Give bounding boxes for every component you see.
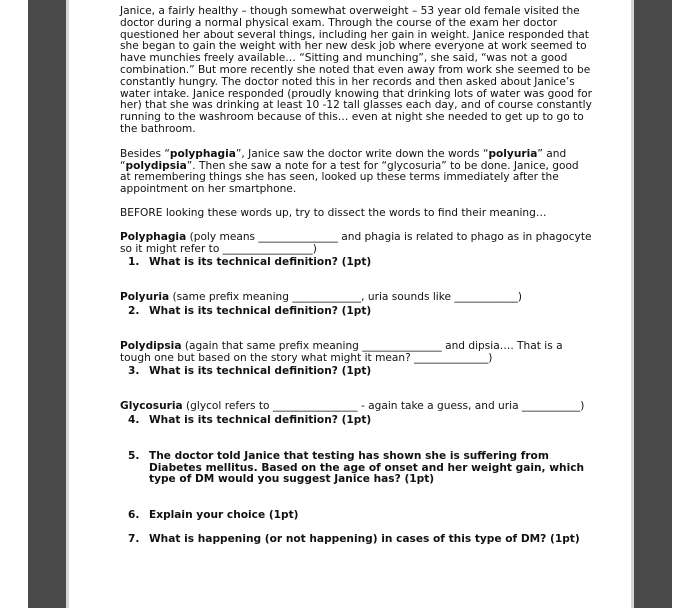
question-6-text: Explain your choice (1pt) — [149, 509, 299, 522]
polyuria-term: Polyuria — [120, 291, 170, 304]
question-4-number: 4. — [128, 413, 140, 426]
besides-text-2: ”, Janice saw the doctor write down the words “ — [235, 147, 489, 160]
document-page — [120, 6, 592, 546]
question-2-text: What is its technical definition? (1pt) — [149, 304, 372, 317]
glycosuria-text: (glycol refers to ________________ - again take a guess, and uria ___________) — [182, 400, 585, 413]
question-1-text: What is its technical definition? (1pt) — [149, 256, 372, 269]
glycosuria-term: Glycosuria — [120, 400, 183, 413]
question-2-number: 2. — [128, 304, 140, 317]
polyuria-prompt — [120, 292, 592, 304]
question-3-text: What is its technical definition? (1pt) — [149, 365, 372, 378]
question-1-number: 1. — [128, 256, 140, 269]
question-1 — [128, 257, 592, 269]
before-paragraph: BEFORE looking these words up, try to dissect the words to find their meaning… — [120, 206, 547, 219]
question-7-number: 7. — [128, 532, 140, 545]
glycosuria-prompt — [120, 401, 592, 413]
polydipsia-bold: polydipsia — [125, 159, 187, 172]
polyphagia-text: (poly means _______________ and phagia is related to phago as in phagocyte so it might refer to _________________) — [120, 230, 592, 255]
polyuria-bold: polyuria — [488, 147, 538, 160]
question-5 — [128, 451, 592, 486]
question-5-text: The doctor told Janice that testing has shown she is suffering from Diabetes mellitus. Based on the age of onset and her weight gain, which type of DM would you suggest Janice has? (1pt) — [149, 449, 585, 486]
polyphagia-term: Polyphagia — [120, 230, 187, 243]
left-margin-bar — [28, 0, 66, 608]
question-4-text: What is its technical definition? (1pt) — [149, 413, 372, 426]
polyuria-text: (same prefix meaning _____________, uria sounds like ____________) — [169, 291, 523, 304]
question-3-number: 3. — [128, 365, 140, 378]
question-4 — [128, 415, 592, 427]
right-margin-bar — [634, 0, 672, 608]
question-7 — [128, 534, 592, 546]
polyphagia-prompt — [120, 232, 592, 256]
question-5-number: 5. — [128, 449, 140, 462]
question-2 — [128, 306, 592, 318]
intro-paragraph: Janice, a fairly healthy – though somewhat overweight – 53 year old female visited the doctor during a normal physical exam. Through the course of the exam her doctor questioned her about several things, including her gain in weight. Janice responded that she began to gain the weight with her new desk job where everyone at work seemed to have munchies freely available… “Sitting and munching”, she said, “was not a good combination.” But more recently she noted that even away from work she seemed to be constantly hungry. The doctor noted this in her records and then asked about Janice’s water intake. Janice responded (proudly knowing that drinking lots of water was good for her) that she was drinking at least 10 -12 tall glasses each day, and of course constantly running to the washroom because of this… even at night she needed to get up to go to the bathroom. — [120, 5, 592, 135]
polydipsia-text: (again that same prefix meaning _______________ and dipsia…. That is a tough one but based on the story what might it mean? ______________) — [120, 339, 563, 364]
polyphagia-bold: polyphagia — [169, 147, 236, 160]
polydipsia-prompt — [120, 341, 592, 365]
question-6-number: 6. — [128, 509, 140, 522]
besides-paragraph — [120, 149, 592, 196]
left-page-edge — [66, 0, 69, 608]
besides-text-3: ” and “ — [120, 147, 567, 172]
besides-text-4: ”. Then she saw a note for a test for “glycosuria” to be done. Janice, good at remembering things she has seen, looked up these terms immediately after the appointment on her smartphone. — [120, 159, 579, 196]
question-6 — [128, 510, 592, 522]
besides-text-1: Besides “ — [120, 147, 170, 160]
question-3 — [128, 366, 592, 378]
question-7-text: What is happening (or not happening) in cases of this type of DM? (1pt) — [149, 532, 580, 545]
polydipsia-term: Polydipsia — [120, 339, 182, 352]
